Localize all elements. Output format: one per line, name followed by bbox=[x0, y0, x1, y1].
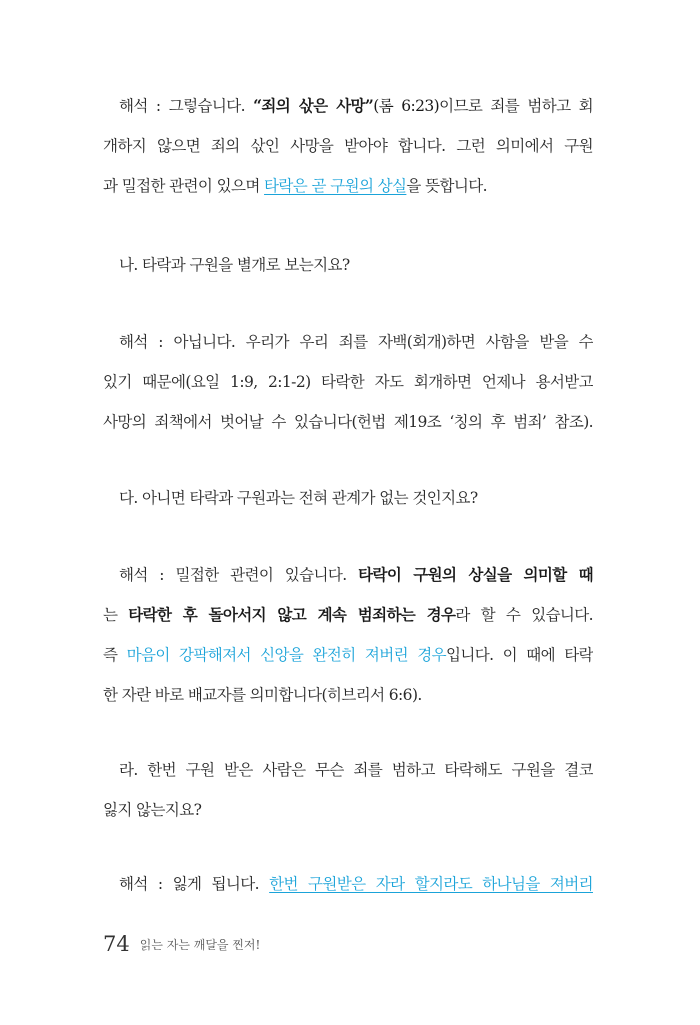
text-line: 라. 한번 구원 받은 사람은 무슨 죄를 범하고 타락해도 구원을 결코 bbox=[119, 761, 593, 779]
paragraph-interpretation-2 bbox=[103, 322, 593, 442]
bible-reference: (롬 6:23) bbox=[373, 97, 440, 115]
paragraph-interpretation-4 bbox=[103, 864, 593, 904]
text-line: 는 타락한 후 돌아서지 않고 계속 범죄하는 경우라 할 수 있습니다. bbox=[103, 605, 593, 624]
page-footer bbox=[103, 932, 260, 956]
text-line: 있기 때문에(요일 1:9, 2:1-2) 타락한 자도 회개하면 언제나 용서받고 bbox=[103, 373, 593, 391]
page-number: 74 bbox=[103, 932, 130, 956]
highlighted-phrase: 타락은 곧 구원의 상실 bbox=[264, 177, 407, 195]
text-line: 즉 마음이 강팍해져서 신앙을 완전히 져버린 경우입니다. 이 때에 타락 bbox=[103, 646, 593, 664]
paragraph-interpretation-1 bbox=[103, 86, 593, 206]
bold-phrase: 타락한 후 돌아서지 않고 계속 범죄하는 경우 bbox=[128, 605, 456, 624]
question-ra bbox=[103, 750, 593, 830]
bold-phrase: 타락이 구원의 상실을 의미할 때 bbox=[358, 565, 593, 584]
question-na bbox=[103, 245, 593, 285]
text-line: 과 밀접한 관련이 있으며 타락은 곧 구원의 상실을 뜻합니다. bbox=[103, 177, 487, 195]
text-line: 해석 : 그렇습니다. “죄의 삯은 사망”(롬 6:23)이므로 죄를 범하고 회 bbox=[119, 96, 593, 115]
question-da bbox=[103, 478, 593, 518]
text-line: 나. 타락과 구원을 별개로 보는지요? bbox=[119, 256, 350, 274]
text-line: 해석 : 잃게 됩니다. 한번 구원받은 자라 할지라도 하나님을 져버리 bbox=[119, 875, 593, 893]
text-line: 잃지 않는지요? bbox=[103, 801, 202, 819]
book-title: 읽는 자는 깨달을 찐저! bbox=[139, 938, 261, 952]
highlighted-phrase: 마음이 강팍해져서 신앙을 완전히 져버린 경우 bbox=[126, 646, 446, 664]
text-line: 개하지 않으면 죄의 삯인 사망을 받아야 합니다. 그런 의미에서 구원 bbox=[103, 137, 593, 155]
text-line: 한 자란 바로 배교자를 의미합니다(히브리서 6:6). bbox=[103, 686, 422, 704]
paragraph-interpretation-3 bbox=[103, 555, 593, 715]
highlighted-phrase: 한번 구원받은 자라 할지라도 하나님을 져버리 bbox=[269, 875, 593, 893]
bold-quote: “죄의 삯은 사망” bbox=[253, 96, 374, 115]
text-line: 사망의 죄책에서 벗어날 수 있습니다(헌법 제19조 ‘칭의 후 범죄’ 참조). bbox=[103, 413, 593, 431]
text-line: 해석 : 밀접한 관련이 있습니다. 타락이 구원의 상실을 의미할 때 bbox=[119, 565, 593, 584]
text-line: 다. 아니면 타락과 구원과는 전혀 관계가 없는 것인지요? bbox=[119, 489, 478, 507]
text-line: 해석 : 아닙니다. 우리가 우리 죄를 자백(회개)하면 사함을 받을 수 bbox=[119, 333, 593, 351]
